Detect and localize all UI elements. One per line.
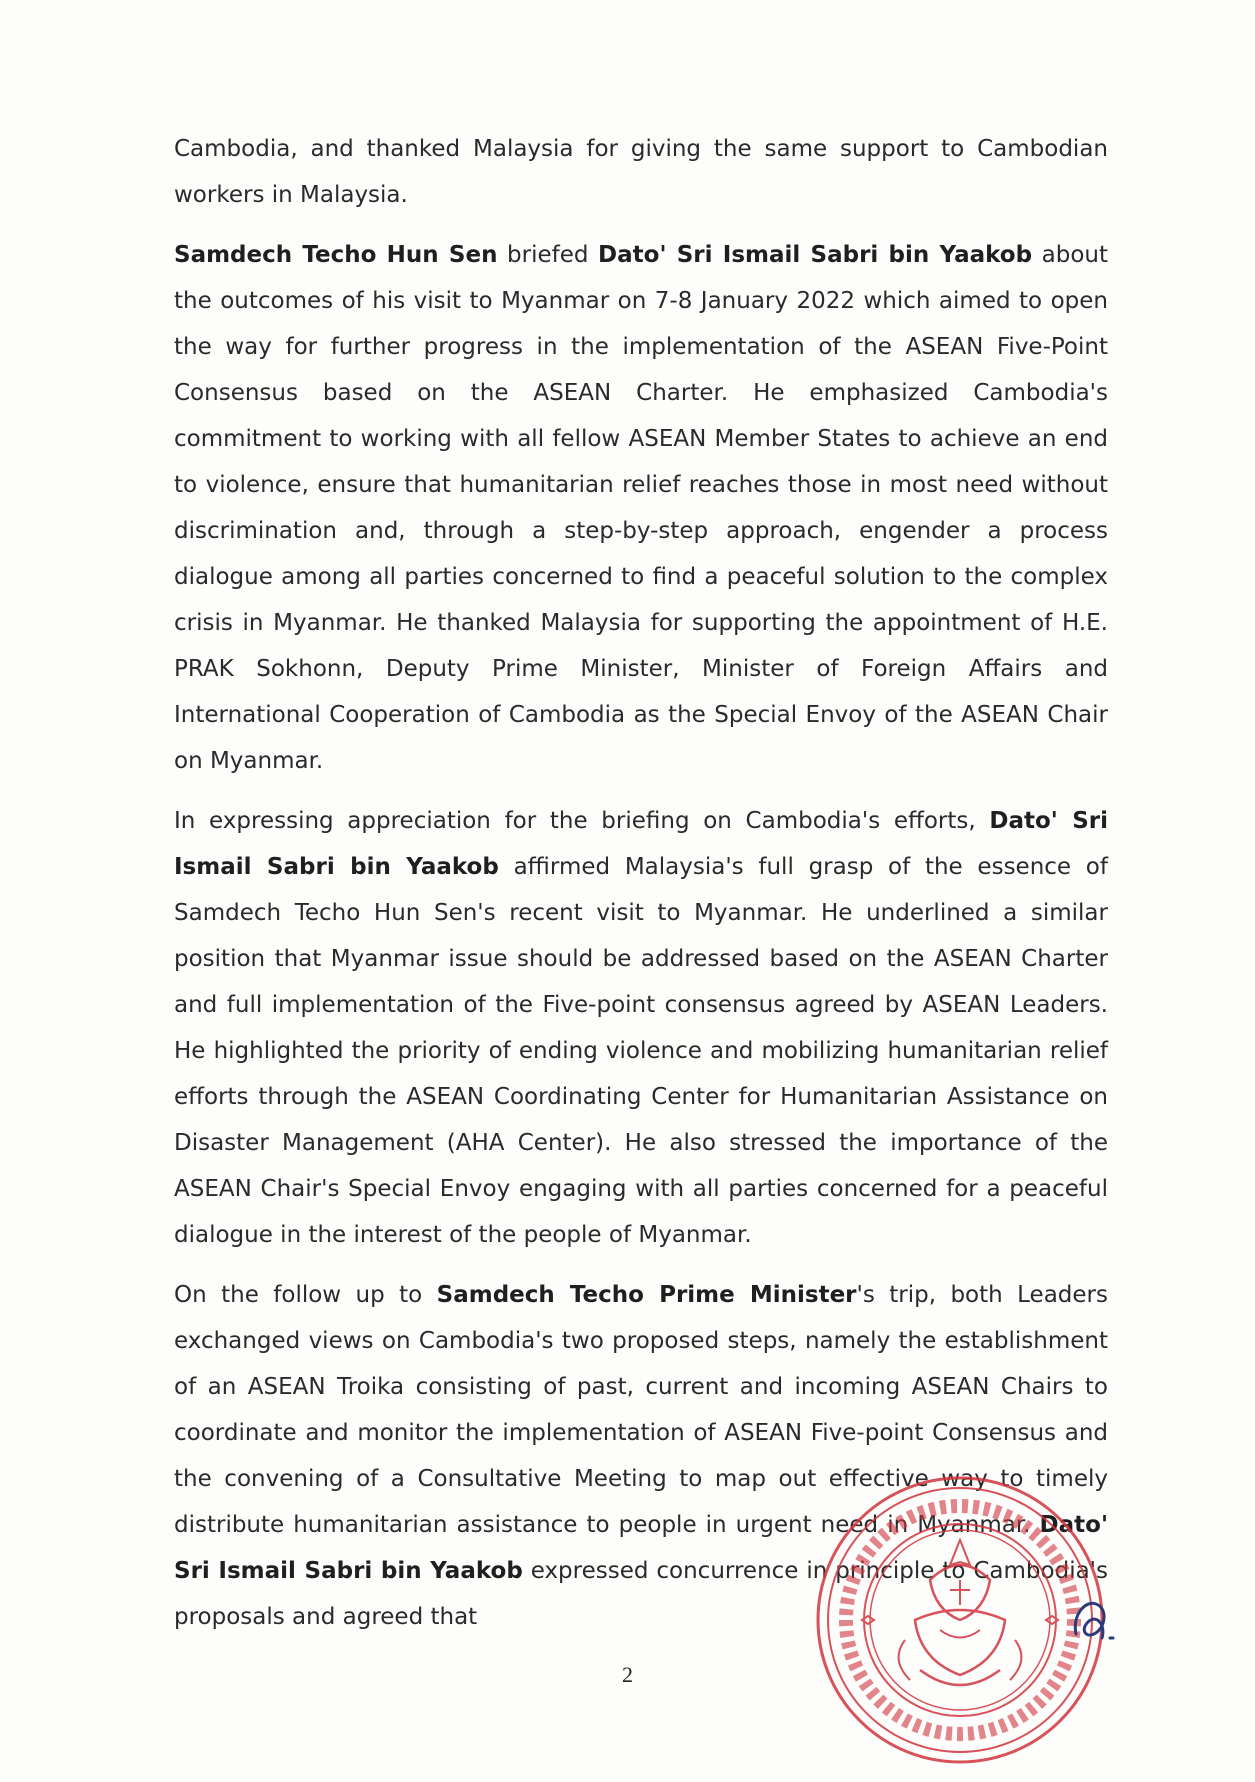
text-run: affirmed Malaysia's full grasp of the essence of Samdech Techo Hun Sen's recent visit to Myanmar. He underlined a similar position that Myanmar issue should be addressed based on the ASEAN Charter and full implementation of the Five-point consensus agreed by ASEAN Leaders. He highlighted the priority of ending violence and mobilizing humanitarian relief efforts through the ASEAN Coordinating Center for Humanitarian Assistance on Disaster Management (AHA Center). He also stressed the importance of the ASEAN Chair's Special Envoy engaging with all parties concerned for a peaceful dialogue in the interest of the people of Myanmar. (174, 854, 1108, 1248)
bold-name: Dato' Sri Ismail Sabri bin Yaakob (174, 808, 1108, 880)
paragraph (174, 232, 1108, 784)
text-run: In expressing appreciation for the briefing on Cambodia's efforts, (174, 808, 990, 834)
text-run: briefed (497, 242, 599, 268)
body-text (174, 126, 1108, 1654)
bold-name: Samdech Techo Hun Sen (174, 242, 498, 268)
bold-name: Dato' Sri Ismail Sabri bin Yaakob (174, 1512, 1108, 1584)
paragraph (174, 798, 1108, 1258)
bold-name: Samdech Techo Prime Minister (436, 1282, 857, 1308)
text-run: 's trip, both Leaders exchanged views on Cambodia's two proposed steps, namely the establishment of an ASEAN Troika consisting of past, current and incoming ASEAN Chairs to coordinate and monitor the implementation of ASEAN Five-point Consensus and the convening of a Consultative Meeting to map out effective way to timely distribute humanitarian assistance to people in urgent need in Myanmar. (174, 1282, 1108, 1538)
text-run: expressed concurrence in principle to Cambodia's proposals and agreed that (174, 1558, 1108, 1630)
paragraph (174, 126, 1108, 218)
official-seal-icon (810, 1470, 1110, 1770)
signature-mark (1066, 1594, 1126, 1650)
bold-name: Dato' Sri Ismail Sabri bin Yaakob (598, 242, 1033, 268)
text-run: Cambodia, and thanked Malaysia for giving the same support to Cambodian workers in Malaysia. (174, 136, 1108, 208)
page-number: 2 (622, 1662, 633, 1687)
text-run: about the outcomes of his visit to Myanmar on 7-8 January 2022 which aimed to open the way for further progress in the implementation of the ASEAN Five-Point Consensus based on the ASEAN Charter. He emphasized Cambodia's commitment to working with all fellow ASEAN Member States to achieve an end to violence, ensure that humanitarian relief reaches those in most need without discrimination and, through a step-by-step approach, engender a process dialogue among all parties concerned to find a peaceful solution to the complex crisis in Myanmar. He thanked Malaysia for supporting the appointment of H.E. PRAK Sokhonn, Deputy Prime Minister, Minister of Foreign Affairs and International Cooperation of Cambodia as the Special Envoy of the ASEAN Chair on Myanmar. (174, 242, 1108, 774)
text-run: On the follow up to (174, 1282, 437, 1308)
